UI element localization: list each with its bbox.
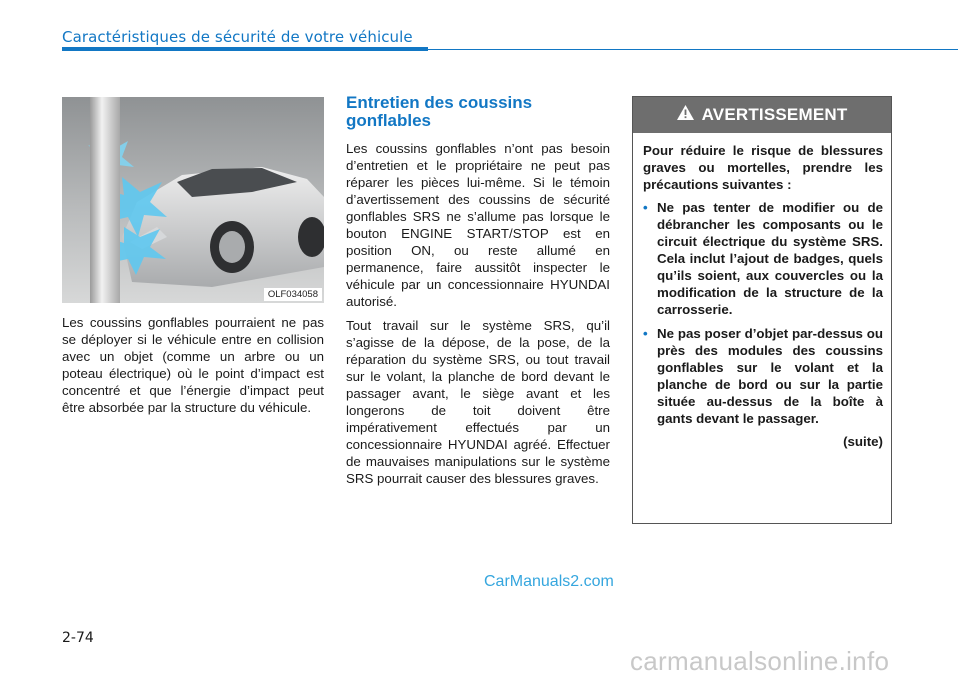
- warning-list: [643, 199, 883, 427]
- header-rule: [62, 47, 428, 51]
- continued-label: (suite): [843, 434, 883, 449]
- list-item: [643, 199, 883, 318]
- watermark-link[interactable]: CarManuals2.com: [484, 573, 614, 590]
- left-column-text: Les coussins gonflables pourraient ne pas se déployer si le véhicule entre en collision avec un objet (comme un arbre ou un poteau électrique) où le point d’impact est concentré et que l’énergie d’impact peut être absorbée par la structure du véhicule.: [62, 315, 324, 415]
- figure-caption: OLF034058: [264, 288, 322, 301]
- warning-header: [633, 97, 891, 133]
- warning-title: AVERTISSEMENT: [701, 105, 848, 124]
- section-heading: Entretien des coussins gonflables: [346, 93, 533, 130]
- paragraph-srs-work: Tout travail sur le système SRS, qu’il s’agisse de la dépose, de la pose, de la réparation du système SRS, ou tout travail sur le volant, la planche de bord devant le passager avant, le siège avant et les longerons de toit doivent être impérativement effectués par un concessionnaire HYUNDAI agréé. Effectuer de mauvaises manipulations sur le système SRS pourrait causer des blessures graves.: [346, 318, 610, 486]
- page-number: 2-74: [62, 630, 94, 646]
- warning-lead: Pour réduire le risque de blessures graves ou mortelles, prendre les précautions suivantes :: [643, 143, 883, 192]
- section-title: Caractéristiques de sécurité de votre véhicule: [62, 28, 413, 46]
- middle-column: [346, 94, 610, 494]
- warning-triangle-icon: [677, 105, 694, 125]
- watermark-site: carmanualsonline.info: [630, 646, 890, 676]
- bullet-icon: •: [643, 200, 648, 215]
- list-item: [643, 325, 883, 427]
- warning-bullet-text: Ne pas poser d’objet par-dessus ou près des modules des coussins gonflables sur le volant et la planche de bord ou sur la partie située au-dessus de la boîte à gants devant le passager.: [657, 326, 883, 426]
- warning-bullet-text: Ne pas tenter de modifier ou de débrancher les composants ou le circuit électrique du système SRS. Cela inclut l’ajout de badges, quels qu’ils soient, aux couvercles ou la modification de la structure de la carrosserie.: [657, 200, 883, 317]
- bullet-icon: •: [643, 326, 648, 341]
- paragraph-maintenance: Les coussins gonflables n’ont pas besoin d’entretien et le propriétaire ne peut pas réparer les pièces lui-même. Si le témoin d’avertissement des coussins de sécurité gonflables SRS ne s’allume pas lorsque le bouton ENGINE START/STOP est en position ON, ou reste allumé en permanence, faire aussitôt inspecter le véhicule par un concessionnaire HYUNDAI autorisé.: [346, 141, 610, 309]
- warning-body: [633, 133, 891, 449]
- warning-box: [632, 96, 892, 524]
- car-pole-crash-image: [62, 97, 324, 303]
- header-rule-thin: [428, 49, 958, 50]
- car-collision-illustration: [62, 97, 324, 303]
